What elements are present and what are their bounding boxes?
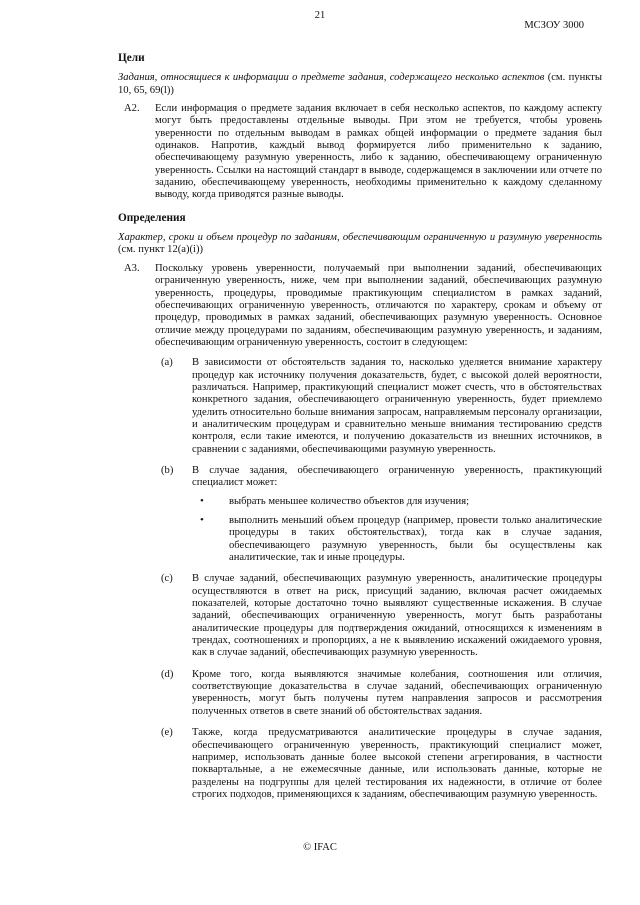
paragraph-text: Если информация о предмете задания включает в себя несколько аспектов, по каждому аспекту могут быть предоставлены отдельные выводы. При этом не требуется, чтобы уровень уверенности по отдельным выводам в рамках общей информации о предмете задания был одинаков. Напротив, каждый вывод формируется либо применительно к заданию, обеспечивающему разумную уверенность, либо к заданию, обеспечивающему ограниченную уверенность. Ссылки на настоящий стандарт в выводе, содержащемся в заключении или отчете по заданию, обеспечивающему уверенность, необходимы применительно к каждому сделанному выводу, когда приводятся разные выводы. <box>155 103 602 201</box>
item-label: (c) <box>161 573 173 585</box>
footer-copyright: © IFAC <box>303 842 337 853</box>
bullet-icon: • <box>200 514 204 526</box>
bullet-text: выбрать меньшее количество объектов для изучения; <box>229 495 470 507</box>
paragraph-a3 <box>118 263 602 801</box>
section-heading-goals: Цели <box>118 52 145 64</box>
subheading-italic: Характер, сроки и объем процедур по заданиям, обеспечивающим ограниченную и разумную уверенность <box>118 232 602 244</box>
section-heading-definitions: Определения <box>118 211 186 224</box>
list-item-e <box>155 727 602 801</box>
list-item-c <box>155 573 602 659</box>
subheading-reference: (см. пункт 12(a)(i)) <box>118 244 204 256</box>
document-code: МСЗОУ 3000 <box>524 20 584 31</box>
bullet-icon: • <box>200 494 204 507</box>
item-text: Также, когда предусматриваются аналитические процедуры в случае задания, обеспечивающего ограниченную уверенность, практикующий специалист может, например, использовать данные более высокой степени агрегирования, в частности поквартальные, а не ежемесячные данные, или использовать данные, которые не разделены на подгруппы для целей тестирования их надежности, в отличие от более строгих подходов, применяющихся к заданиям, обеспечивающим разумную уверенность. <box>192 727 602 800</box>
list-item-d <box>155 669 602 718</box>
item-text: В случае задания, обеспечивающего ограниченную уверенность, практикующий специалист может: <box>192 464 602 489</box>
paragraph-number: A2. <box>124 103 140 115</box>
paragraph-a2 <box>118 103 602 202</box>
item-label: (a) <box>161 357 173 369</box>
list-item-b <box>155 465 602 564</box>
item-label: (d) <box>161 668 174 680</box>
page-body <box>118 52 602 811</box>
paragraph-number: A3. <box>124 262 140 274</box>
item-text: В случае заданий, обеспечивающих разумную уверенность, аналитические процедуры осуществляются в ответ на риск, присущий заданию, включая расчет ожидаемых показателей, которые достаточно точно выявляют существенные искажения. В случае заданий, обеспечивающих ограниченную уверенность, могут быть разработаны аналитические процедуры для подтверждения ожиданий, относящихся к изменениям в трендах, соотношениях и пропорциях, а не к выявлению искажений ожидаемого уровня, как в случае заданий, обеспечивающих разумную уверенность. <box>192 573 602 659</box>
item-label: (e) <box>161 727 173 739</box>
bullet-text: выполнить меньший объем процедур (например, провести только аналитические процедуры в таких обстоятельствах), тогда как в случае задания, обеспечивающего разумную уверенность, были бы осуществлены как аналитические, так и иные процедуры. <box>229 515 602 564</box>
page-number: 21 <box>314 10 326 21</box>
subheading-italic: Задания, относящиеся к информации о предмете задания, содержащего несколько аспектов <box>118 72 545 84</box>
paragraph-text: Поскольку уровень уверенности, получаемый при выполнении заданий, обеспечивающих ограниченную уверенность, ниже, чем при выполнении заданий, обеспечивающих разумную уверенность, процедуры, проводимые практикующим специалистом в рамках заданий, обеспечивающих ограниченную уверенность, отличаются по характеру, срокам и объему от процедур, проводимых в рамках заданий, обеспечивающих разумную уверенность. Основное отличие между процедурами по заданиям, обеспечивающим разумную уверенность, и заданиям, обеспечивающим ограниченную уверенность, состоит в следующем: <box>155 262 602 348</box>
subheading-multi-aspect <box>118 72 602 97</box>
item-text: В зависимости от обстоятельств задания то, насколько уделяется внимание характеру процедур как источнику получения доказательств, будет, с высокой долей вероятности, различаться. Например, практикующий специалист может счесть, что в обстоятельствах конкретного задания, обеспечивающего ограниченную уверенность, будет приемлемо уделить относительно больше внимания запросам, направляемым персоналу организации, и аналитическим процедурам и сравнительно меньше внимания тестированию средств контроля, если такие имеются, и получению доказательств из внешних источников, в сравнении с заданиями, обеспечивающими разумную уверенность. <box>192 357 602 455</box>
bullet-item <box>192 515 602 564</box>
list-item-a <box>155 357 602 456</box>
subheading-reference: (см. пункты 10, 65, 69(l)) <box>118 72 602 96</box>
item-text: Кроме того, когда выявляются значимые колебания, соотношения или отличия, соответствующие доказательства в случае заданий, обеспечивающих ограниченную уверенность, могут быть получены путем направления запросов и рассмотрения полученных ответов в свете знаний об обстоятельствах задания. <box>192 668 602 717</box>
subheading-procedures <box>118 232 602 257</box>
bullet-item <box>192 496 602 508</box>
item-label: (b) <box>161 464 174 476</box>
